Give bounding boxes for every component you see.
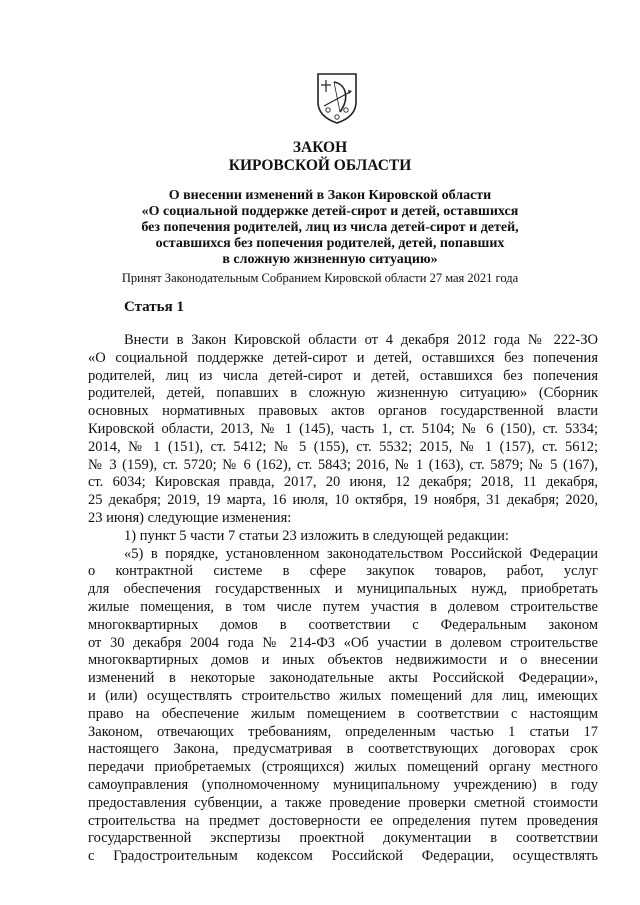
body-line: предоставления субвенции, а также проведение проверки сметной стоимости [88,794,598,811]
article-body [88,332,598,866]
body-line: государственной экспертизы проектной документации в соответствии [88,830,598,847]
subject-line: «О социальной поддержке детей-сирот и детей, оставшихся [141,204,519,219]
adoption-note: Принят Законодательным Собранием Кировской области 27 мая 2021 года [121,271,519,285]
body-line: настоящего Закона, предусматривая в соответствующих договорах срок [88,741,598,758]
body-line: Кировской области, 2013, № 1 (145), часть 1, ст. 5104; № 6 (150), ст. 5334; [88,420,598,437]
body-line: «5) в порядке, установленном законодательством Российской Федерации [124,545,598,562]
body-line: Внести в Закон Кировской области от 4 декабря 2012 года № 222-ЗО [124,332,598,348]
body-line: изменений в некоторые законодательные акты Российской Федерации», [88,670,598,687]
body-line: Законом, отвечающих требованиям, определенным частью 1 статьи 17 [88,723,598,740]
body-line: для обеспечения государственных и муниципальных нужд, приобретать [88,581,598,598]
subject-line: в сложную жизненную ситуацию» [222,252,438,267]
subject-line: без попечения родителей, лиц из числа детей-сирот и детей, [141,220,519,235]
body-line: родителей, детей, попавших в сложную жизненную ситуацию» (Сборник [88,385,598,402]
body-line: строительства на предмет достоверности ее определения путем проведения [88,812,598,829]
body-line: с Градостроительным кодексом Российской Федерации, осуществлять [88,848,598,865]
body-line: многоквартирных домов в соответствии с Федеральным законом [88,616,598,633]
body-line: ст. 6034; Кировская правда, 2017, 20 июня, 12 декабря; 2018, 11 декабря, [88,474,598,491]
subject-line: оставшихся без попечения родителей, детей, попавших [155,236,505,251]
subject-line: О внесении изменений в Закон Кировской области [168,188,492,203]
coat-of-arms-icon [316,72,358,124]
body-line: основных нормативных правовых актов органов государственной власти [88,403,598,420]
body-line: самоуправления (уполномоченному муниципальному учреждению) в году [88,776,598,793]
law-title: ЗАКОН [292,139,348,156]
body-line: 23 июня) следующие изменения: [88,509,292,526]
body-line: жилые помещения, в том числе путем участия в долевом строительстве [88,598,598,615]
body-line: родителей, лиц из числа детей-сирот и детей, оставшихся без попечения [88,367,598,384]
body-line: 25 декабря; 2019, 19 марта, 16 июля, 10 октября, 19 ноября, 31 декабря; 2020, [88,492,598,509]
body-line: от 30 декабря 2004 года № 214-ФЗ «Об участии в долевом строительстве [88,634,598,651]
body-line: № 3 (159), ст. 5720; № 6 (162), ст. 5843; 2016, № 1 (163), ст. 5879; № 5 (167), [88,456,598,473]
law-region: КИРОВСКОЙ ОБЛАСТИ [228,157,412,174]
body-line: право на обеспечение жилым помещением в соответствии с настоящим [88,705,598,722]
body-line: передачи приобретаемых (строящихся) жилых помещений органу местного [88,759,598,776]
body-line: многоквартирных домов и иных объектов недвижимости и о внесении [88,652,598,669]
body-line: о контрактной системе в сфере закупок товаров, работ, услуг [88,563,598,580]
body-line: 2014, № 1 (151), ст. 5412; № 5 (155), ст. 5532; 2015, № 1 (157), ст. 5612; [88,438,598,455]
law-subject [80,188,580,268]
body-line: и (или) осуществлять строительство жилых помещений для лиц, имеющих [88,687,598,704]
article-heading: Статья 1 [124,299,184,315]
body-line: «О социальной поддержке детей-сирот и детей, оставшихся без попечения [88,349,598,366]
body-line: 1) пункт 5 части 7 статьи 23 изложить в следующей редакции: [124,527,509,544]
